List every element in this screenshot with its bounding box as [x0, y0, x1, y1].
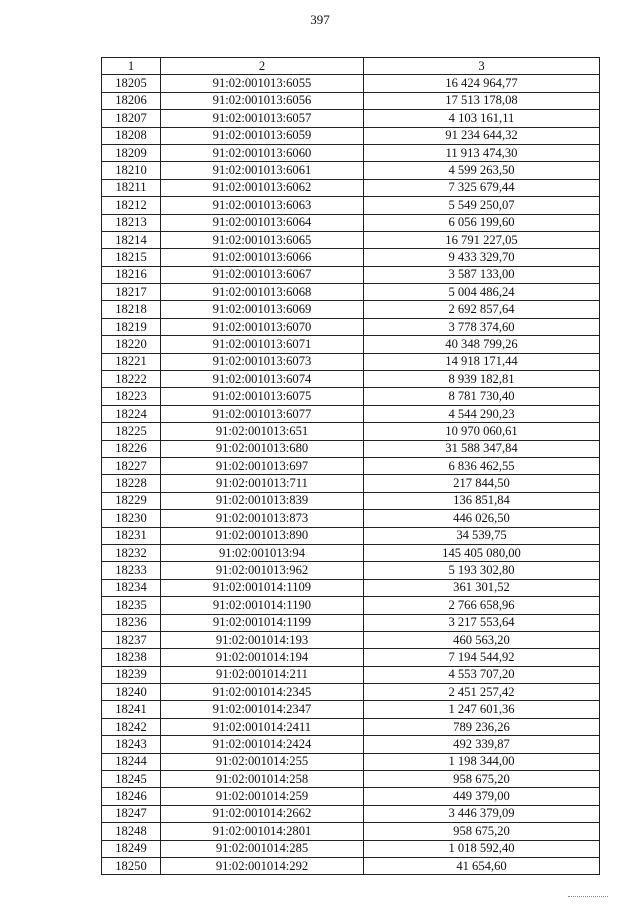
table-row — [102, 527, 600, 544]
row-number-cell: 18225 — [102, 423, 161, 440]
table-row — [102, 162, 600, 179]
table-row — [102, 197, 600, 214]
row-number-cell: 18239 — [102, 666, 161, 683]
cadastral-number-cell: 91:02:001013:962 — [161, 562, 364, 579]
value-cell: 3 587 133,00 — [364, 266, 600, 283]
row-number-cell: 18245 — [102, 771, 161, 788]
row-number-cell: 18236 — [102, 614, 161, 631]
cadastral-number-cell: 91:02:001014:258 — [161, 771, 364, 788]
table-row — [102, 857, 600, 874]
table-row — [102, 144, 600, 161]
value-cell: 7 325 679,44 — [364, 179, 600, 196]
table-row — [102, 371, 600, 388]
value-cell: 446 026,50 — [364, 510, 600, 527]
table-row — [102, 579, 600, 596]
row-number-cell: 18207 — [102, 110, 161, 127]
table-row — [102, 179, 600, 196]
row-number-cell: 18234 — [102, 579, 161, 596]
cadastral-number-cell: 91:02:001014:1199 — [161, 614, 364, 631]
table-row — [102, 127, 600, 144]
value-cell: 3 446 379,09 — [364, 805, 600, 822]
row-number-cell: 18240 — [102, 684, 161, 701]
cadastral-number-cell: 91:02:001013:6073 — [161, 353, 364, 370]
row-number-cell: 18228 — [102, 475, 161, 492]
cadastral-number-cell: 91:02:001013:651 — [161, 423, 364, 440]
value-cell: 16 791 227,05 — [364, 231, 600, 248]
cadastral-number-cell: 91:02:001013:6057 — [161, 110, 364, 127]
cadastral-number-cell: 91:02:001013:6061 — [161, 162, 364, 179]
row-number-cell: 18246 — [102, 788, 161, 805]
row-number-cell: 18244 — [102, 753, 161, 770]
value-cell: 9 433 329,70 — [364, 249, 600, 266]
cadastral-number-cell: 91:02:001014:194 — [161, 649, 364, 666]
cadastral-number-cell: 91:02:001013:6075 — [161, 388, 364, 405]
row-number-cell: 18208 — [102, 127, 161, 144]
table-row — [102, 301, 600, 318]
value-cell: 1 198 344,00 — [364, 753, 600, 770]
value-cell: 4 544 290,23 — [364, 405, 600, 422]
row-number-cell: 18227 — [102, 457, 161, 474]
value-cell: 41 654,60 — [364, 857, 600, 874]
cadastral-number-cell: 91:02:001013:6055 — [161, 75, 364, 92]
cadastral-number-cell: 91:02:001013:6074 — [161, 371, 364, 388]
row-number-cell: 18217 — [102, 284, 161, 301]
value-cell: 6 836 462,55 — [364, 457, 600, 474]
table-row — [102, 492, 600, 509]
cadastral-number-cell: 91:02:001013:6063 — [161, 197, 364, 214]
table-row — [102, 92, 600, 109]
value-cell: 2 451 257,42 — [364, 684, 600, 701]
table-row — [102, 684, 600, 701]
value-cell: 10 970 060,61 — [364, 423, 600, 440]
row-number-cell: 18220 — [102, 336, 161, 353]
row-number-cell: 18223 — [102, 388, 161, 405]
cadastral-number-cell: 91:02:001014:255 — [161, 753, 364, 770]
row-number-cell: 18213 — [102, 214, 161, 231]
cadastral-number-cell: 91:02:001013:94 — [161, 544, 364, 561]
table-row — [102, 840, 600, 857]
value-cell: 958 675,20 — [364, 771, 600, 788]
value-cell: 6 056 199,60 — [364, 214, 600, 231]
row-number-cell: 18212 — [102, 197, 161, 214]
value-cell: 145 405 080,00 — [364, 544, 600, 561]
table-row — [102, 475, 600, 492]
table-row — [102, 457, 600, 474]
cadastral-number-cell: 91:02:001014:2345 — [161, 684, 364, 701]
row-number-cell: 18232 — [102, 544, 161, 561]
cadastral-number-cell: 91:02:001014:2662 — [161, 805, 364, 822]
row-number-cell: 18210 — [102, 162, 161, 179]
row-number-cell: 18243 — [102, 736, 161, 753]
table-row — [102, 805, 600, 822]
value-cell: 11 913 474,30 — [364, 144, 600, 161]
cadastral-number-cell: 91:02:001014:1190 — [161, 597, 364, 614]
cadastral-number-cell: 91:02:001013:890 — [161, 527, 364, 544]
table-row — [102, 736, 600, 753]
value-cell: 8 939 182,81 — [364, 371, 600, 388]
value-cell: 7 194 544,92 — [364, 649, 600, 666]
row-number-cell: 18221 — [102, 353, 161, 370]
cadastral-number-cell: 91:02:001014:211 — [161, 666, 364, 683]
cadastral-number-cell: 91:02:001014:2411 — [161, 718, 364, 735]
table-row — [102, 388, 600, 405]
cadastral-number-cell: 91:02:001014:292 — [161, 857, 364, 874]
row-number-cell: 18233 — [102, 562, 161, 579]
row-number-cell: 18247 — [102, 805, 161, 822]
cadastral-number-cell: 91:02:001013:6065 — [161, 231, 364, 248]
row-number-cell: 18226 — [102, 440, 161, 457]
value-cell: 361 301,52 — [364, 579, 600, 596]
table-row — [102, 214, 600, 231]
row-number-cell: 18224 — [102, 405, 161, 422]
value-cell: 1 247 601,36 — [364, 701, 600, 718]
cadastral-number-cell: 91:02:001013:6071 — [161, 336, 364, 353]
cadastral-number-cell: 91:02:001013:6066 — [161, 249, 364, 266]
cadastral-number-cell: 91:02:001013:6077 — [161, 405, 364, 422]
registry-table — [101, 57, 600, 875]
cadastral-number-cell: 91:02:001013:6056 — [161, 92, 364, 109]
row-number-cell: 18238 — [102, 649, 161, 666]
value-cell: 3 217 553,64 — [364, 614, 600, 631]
row-number-cell: 18214 — [102, 231, 161, 248]
table-row — [102, 649, 600, 666]
cadastral-number-cell: 91:02:001013:6068 — [161, 284, 364, 301]
value-cell: 5 004 486,24 — [364, 284, 600, 301]
value-cell: 40 348 799,26 — [364, 336, 600, 353]
table-row — [102, 249, 600, 266]
value-cell: 5 193 302,80 — [364, 562, 600, 579]
value-cell: 1 018 592,40 — [364, 840, 600, 857]
cadastral-number-cell: 91:02:001013:839 — [161, 492, 364, 509]
table-row — [102, 75, 600, 92]
table-header-row — [102, 58, 600, 75]
table-row — [102, 405, 600, 422]
column-header-3: 3 — [364, 58, 600, 75]
row-number-cell: 18205 — [102, 75, 161, 92]
row-number-cell: 18222 — [102, 371, 161, 388]
table-row — [102, 701, 600, 718]
table-row — [102, 318, 600, 335]
cadastral-number-cell: 91:02:001014:285 — [161, 840, 364, 857]
row-number-cell: 18209 — [102, 144, 161, 161]
table-row — [102, 666, 600, 683]
cadastral-number-cell: 91:02:001013:711 — [161, 475, 364, 492]
cadastral-number-cell: 91:02:001014:2347 — [161, 701, 364, 718]
table-row — [102, 110, 600, 127]
value-cell: 2 692 857,64 — [364, 301, 600, 318]
row-number-cell: 18249 — [102, 840, 161, 857]
cadastral-number-cell: 91:02:001013:680 — [161, 440, 364, 457]
table-row — [102, 753, 600, 770]
value-cell: 2 766 658,96 — [364, 597, 600, 614]
cadastral-number-cell: 91:02:001013:6070 — [161, 318, 364, 335]
table-row — [102, 284, 600, 301]
row-number-cell: 18215 — [102, 249, 161, 266]
cadastral-number-cell: 91:02:001013:6059 — [161, 127, 364, 144]
cadastral-number-cell: 91:02:001013:6069 — [161, 301, 364, 318]
value-cell: 789 236,26 — [364, 718, 600, 735]
value-cell: 958 675,20 — [364, 823, 600, 840]
value-cell: 4 599 263,50 — [364, 162, 600, 179]
row-number-cell: 18241 — [102, 701, 161, 718]
value-cell: 16 424 964,77 — [364, 75, 600, 92]
table-row — [102, 562, 600, 579]
value-cell: 91 234 644,32 — [364, 127, 600, 144]
row-number-cell: 18229 — [102, 492, 161, 509]
value-cell: 5 549 250,07 — [364, 197, 600, 214]
cadastral-number-cell: 91:02:001014:259 — [161, 788, 364, 805]
table-row — [102, 336, 600, 353]
column-header-2: 2 — [161, 58, 364, 75]
table-row — [102, 423, 600, 440]
value-cell: 8 781 730,40 — [364, 388, 600, 405]
cadastral-number-cell: 91:02:001013:6060 — [161, 144, 364, 161]
cadastral-number-cell: 91:02:001014:2801 — [161, 823, 364, 840]
cadastral-number-cell: 91:02:001013:6062 — [161, 179, 364, 196]
table-body — [102, 75, 600, 875]
value-cell: 31 588 347,84 — [364, 440, 600, 457]
row-number-cell: 18235 — [102, 597, 161, 614]
cadastral-number-cell: 91:02:001014:2424 — [161, 736, 364, 753]
page-number: 397 — [310, 12, 330, 27]
row-number-cell: 18218 — [102, 301, 161, 318]
row-number-cell: 18211 — [102, 179, 161, 196]
table-row — [102, 266, 600, 283]
value-cell: 4 553 707,20 — [364, 666, 600, 683]
table-row — [102, 353, 600, 370]
row-number-cell: 18216 — [102, 266, 161, 283]
value-cell: 34 539,75 — [364, 527, 600, 544]
table-row — [102, 231, 600, 248]
cadastral-number-cell: 91:02:001013:697 — [161, 457, 364, 474]
cadastral-number-cell: 91:02:001014:193 — [161, 631, 364, 648]
value-cell: 460 563,20 — [364, 631, 600, 648]
row-number-cell: 18219 — [102, 318, 161, 335]
value-cell: 4 103 161,11 — [364, 110, 600, 127]
table-row — [102, 718, 600, 735]
row-number-cell: 18242 — [102, 718, 161, 735]
value-cell: 14 918 171,44 — [364, 353, 600, 370]
table-row — [102, 631, 600, 648]
row-number-cell: 18206 — [102, 92, 161, 109]
table-row — [102, 440, 600, 457]
value-cell: 136 851,84 — [364, 492, 600, 509]
cadastral-number-cell: 91:02:001014:1109 — [161, 579, 364, 596]
row-number-cell: 18248 — [102, 823, 161, 840]
table-row — [102, 544, 600, 561]
cadastral-number-cell: 91:02:001013:6067 — [161, 266, 364, 283]
table-row — [102, 510, 600, 527]
row-number-cell: 18231 — [102, 527, 161, 544]
value-cell: 3 778 374,60 — [364, 318, 600, 335]
table-row — [102, 788, 600, 805]
value-cell: 492 339,87 — [364, 736, 600, 753]
value-cell: 449 379,00 — [364, 788, 600, 805]
table-row — [102, 614, 600, 631]
cadastral-number-cell: 91:02:001013:873 — [161, 510, 364, 527]
value-cell: 17 513 178,08 — [364, 92, 600, 109]
footer-dotted-mark — [568, 896, 608, 897]
row-number-cell: 18237 — [102, 631, 161, 648]
table-row — [102, 771, 600, 788]
row-number-cell: 18250 — [102, 857, 161, 874]
column-header-1: 1 — [102, 58, 161, 75]
cadastral-number-cell: 91:02:001013:6064 — [161, 214, 364, 231]
value-cell: 217 844,50 — [364, 475, 600, 492]
table-row — [102, 597, 600, 614]
row-number-cell: 18230 — [102, 510, 161, 527]
table-row — [102, 823, 600, 840]
